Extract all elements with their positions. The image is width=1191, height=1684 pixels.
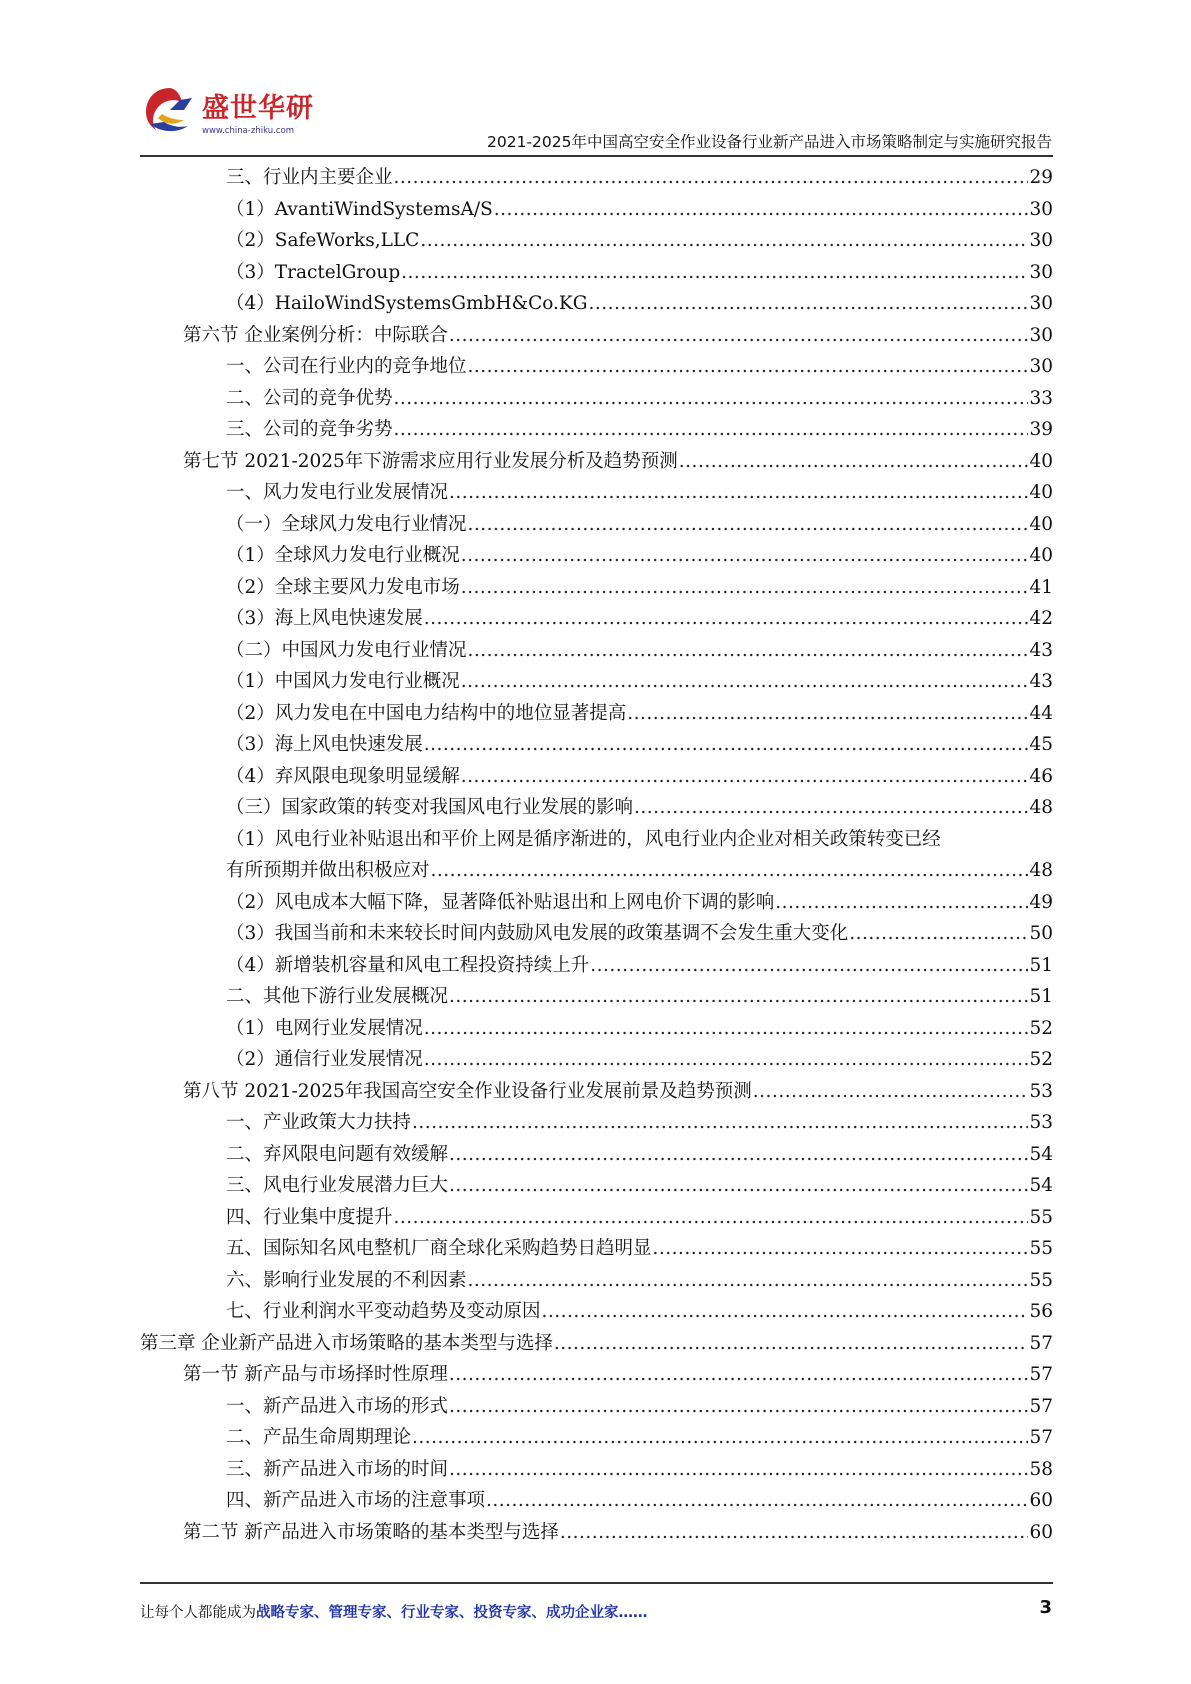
- toc-entry-title: （1）全球风力发电行业概况: [226, 545, 460, 566]
- toc-entry-title: （2）通信行业发展情况: [226, 1049, 423, 1070]
- toc-leader-dots: [394, 1207, 1029, 1228]
- toc-page-number: 40: [1029, 513, 1053, 535]
- toc-page-number: 51: [1029, 954, 1053, 976]
- toc-page-number: 51: [1029, 986, 1053, 1007]
- toc-entry-title: （4）新增装机容量和风电工程投资持续上升: [226, 954, 590, 976]
- toc-entry-title: 五、国际知名风电整机厂商全球化采购趋势日趋明显: [226, 1238, 652, 1259]
- toc-entry-title: 三、风电行业发展潜力巨大: [226, 1175, 449, 1196]
- toc-entry-title: 第七节 2021-2025年下游需求应用行业发展分析及趋势预测: [183, 450, 678, 472]
- logo-text: 盛世华研: [202, 93, 314, 124]
- toc-leader-dots: [589, 293, 1029, 314]
- toc-entry[interactable]: [140, 258, 1053, 290]
- toc-leader-dots: [461, 577, 1029, 598]
- toc-page-number: 30: [1029, 261, 1053, 283]
- toc-entry[interactable]: [140, 573, 1053, 605]
- toc-page-number: 41: [1029, 576, 1053, 598]
- toc-entry-title: 一、产业政策大力扶持: [226, 1112, 412, 1133]
- toc-entry[interactable]: [140, 982, 1053, 1014]
- toc-leader-dots: [679, 451, 1029, 472]
- toc-leader-dots: [449, 1175, 1028, 1196]
- toc-entry-title: 三、新产品进入市场的时间: [226, 1458, 449, 1480]
- toc-page-number: 55: [1029, 1206, 1053, 1228]
- toc-entry-title: 一、公司在行业内的竞争地位: [226, 356, 467, 377]
- table-of-contents: [140, 163, 1053, 1549]
- toc-leader-dots: [627, 703, 1028, 724]
- toc-entry[interactable]: [140, 352, 1053, 384]
- toc-leader-dots: [468, 640, 1029, 661]
- toc-page-number: 45: [1029, 734, 1053, 755]
- footer-lead: 让每个人都能成为: [140, 1605, 256, 1621]
- toc-page-number: 43: [1029, 639, 1053, 661]
- toc-entry[interactable]: [140, 415, 1053, 447]
- toc-entry-title: （三）国家政策的转变对我国风电行业发展的影响: [226, 797, 634, 818]
- toc-entry[interactable]: [140, 163, 1053, 195]
- toc-entry-title: 六、影响行业发展的不利因素: [226, 1269, 467, 1291]
- toc-leader-dots: [394, 419, 1029, 440]
- toc-entry-title: 二、弃风限电问题有效缓解: [226, 1143, 449, 1165]
- toc-page-number: 29: [1029, 167, 1053, 188]
- toc-entry[interactable]: [140, 1203, 1053, 1235]
- toc-entry[interactable]: [140, 919, 1053, 951]
- toc-entry-title: （1）电网行业发展情况: [226, 1017, 423, 1039]
- toc-entry-title: 一、风力发电行业发展情况: [226, 482, 449, 503]
- toc-leader-dots: [849, 923, 1028, 944]
- toc-leader-dots: [424, 1049, 1029, 1070]
- toc-entry[interactable]: [140, 1045, 1053, 1077]
- toc-page-number: 50: [1029, 923, 1053, 944]
- toc-page-number: 57: [1029, 1427, 1053, 1448]
- toc-page-number: 48: [1029, 860, 1053, 881]
- toc-entry[interactable]: [140, 541, 1053, 573]
- toc-leader-dots: [449, 482, 1028, 503]
- toc-entry[interactable]: [140, 1108, 1053, 1140]
- toc-entry[interactable]: [140, 1014, 1053, 1046]
- footer-divider: [140, 1582, 1053, 1584]
- toc-entry[interactable]: [140, 1423, 1053, 1455]
- toc-entry[interactable]: [140, 1518, 1053, 1550]
- toc-entry-title: 四、行业集中度提升: [226, 1206, 393, 1228]
- toc-entry[interactable]: [140, 636, 1053, 668]
- toc-page-number: 40: [1029, 482, 1053, 503]
- toc-entry-title: 四、新产品进入市场的注意事项: [226, 1490, 486, 1511]
- logo-url: www.china-zhiku.com: [202, 126, 294, 136]
- toc-entry[interactable]: [140, 1329, 1053, 1361]
- toc-entry[interactable]: [140, 699, 1053, 731]
- toc-entry[interactable]: [140, 289, 1053, 321]
- toc-entry[interactable]: [140, 226, 1053, 258]
- toc-leader-dots: [560, 1522, 1029, 1543]
- toc-page-number: 39: [1029, 419, 1053, 440]
- toc-entry[interactable]: [140, 825, 1053, 857]
- toc-page-number: 53: [1029, 1080, 1053, 1102]
- toc-page-number: 40: [1029, 545, 1053, 566]
- toc-leader-dots: [494, 199, 1029, 220]
- toc-entry-title: （1）AvantiWindSystemsA/S: [226, 198, 493, 220]
- toc-entry-title: （1）中国风力发电行业概况: [226, 671, 460, 692]
- toc-page-number: 30: [1029, 230, 1053, 251]
- toc-leader-dots: [449, 986, 1028, 1007]
- toc-entry[interactable]: [140, 762, 1053, 794]
- toc-entry[interactable]: [140, 888, 1053, 920]
- toc-entry-title: （3）海上风电快速发展: [226, 734, 423, 755]
- toc-entry[interactable]: [140, 856, 1053, 888]
- toc-page-number: 57: [1029, 1395, 1053, 1417]
- header-divider: [140, 155, 1053, 157]
- toc-entry-title: （3）我国当前和未来较长时间内鼓励风电发展的政策基调不会发生重大变化: [226, 923, 849, 944]
- toc-leader-dots: [653, 1238, 1029, 1259]
- footer-highlight: 战略专家、管理专家、行业专家、投资专家、成功企业家……: [256, 1605, 648, 1621]
- toc-page-number: 30: [1029, 198, 1053, 220]
- toc-entry-title: （4）HailoWindSystemsGmbH&Co.KG: [226, 293, 588, 314]
- toc-entry-title: 二、产品生命周期理论: [226, 1427, 412, 1448]
- toc-entry-title: （一）全球风力发电行业情况: [226, 513, 467, 535]
- toc-entry-title: 第二节 新产品进入市场策略的基本类型与选择: [183, 1521, 559, 1543]
- toc-entry-title: 二、其他下游行业发展概况: [226, 986, 449, 1007]
- toc-page-number: 40: [1029, 450, 1053, 472]
- toc-entry[interactable]: [140, 478, 1053, 510]
- toc-entry-title: 七、行业利润水平变动趋势及变动原因: [226, 1301, 541, 1322]
- toc-leader-dots: [394, 388, 1029, 409]
- toc-leader-dots: [394, 167, 1029, 188]
- toc-leader-dots: [412, 1112, 1028, 1133]
- toc-entry-title: （3）TractelGroup: [226, 261, 401, 283]
- toc-entry[interactable]: [140, 1486, 1053, 1518]
- toc-entry-title: 二、公司的竞争优势: [226, 387, 393, 409]
- toc-page-number: 46: [1029, 765, 1053, 787]
- toc-leader-dots: [420, 230, 1028, 251]
- toc-leader-dots: [468, 356, 1029, 377]
- toc-page-number: 44: [1029, 702, 1053, 724]
- toc-entry[interactable]: [140, 447, 1053, 479]
- toc-leader-dots: [486, 1490, 1028, 1511]
- page-number: 3: [1039, 1597, 1052, 1618]
- toc-entry[interactable]: [140, 1171, 1053, 1203]
- toc-leader-dots: [590, 955, 1028, 976]
- toc-entry[interactable]: [140, 604, 1053, 636]
- toc-page-number: 30: [1029, 293, 1053, 314]
- toc-entry-title: 三、行业内主要企业: [226, 167, 393, 188]
- toc-page-number: 58: [1029, 1458, 1053, 1480]
- toc-page-number: 33: [1029, 387, 1053, 409]
- toc-page-number: 53: [1029, 1112, 1053, 1133]
- toc-page-number: 30: [1029, 324, 1053, 346]
- toc-entry[interactable]: [140, 195, 1053, 227]
- toc-leader-dots: [449, 325, 1029, 346]
- toc-leader-dots: [554, 1333, 1029, 1354]
- toc-entry[interactable]: [140, 510, 1053, 542]
- toc-page-number: 30: [1029, 356, 1053, 377]
- toc-entry-title: （2）风电成本大幅下降，显著降低补贴退出和上网电价下调的影响: [226, 891, 775, 913]
- toc-entry[interactable]: [140, 951, 1053, 983]
- toc-entry[interactable]: [140, 1392, 1053, 1424]
- toc-entry[interactable]: [140, 1140, 1053, 1172]
- toc-entry[interactable]: [140, 793, 1053, 825]
- toc-entry-title: （二）中国风力发电行业情况: [226, 639, 467, 661]
- toc-entry-title: 第三章 企业新产品进入市场策略的基本类型与选择: [140, 1332, 553, 1354]
- toc-leader-dots: [424, 1018, 1029, 1039]
- toc-entry[interactable]: [140, 321, 1053, 353]
- toc-entry[interactable]: [140, 1077, 1053, 1109]
- toc-leader-dots: [449, 1364, 1029, 1385]
- toc-leader-dots: [449, 1396, 1028, 1417]
- toc-leader-dots: [468, 514, 1029, 535]
- toc-page-number: 60: [1029, 1521, 1053, 1543]
- toc-entry-title: （2）风力发电在中国电力结构中的地位显著提高: [226, 702, 627, 724]
- toc-entry-title: 一、新产品进入市场的形式: [226, 1395, 449, 1417]
- toc-entry-title: 第六节 企业案例分析：中际联合: [183, 324, 448, 346]
- toc-entry-title: （1）风电行业补贴退出和平价上网是循序渐进的，风电行业内企业对相关政策转变已经: [226, 828, 941, 850]
- toc-page-number: 43: [1029, 671, 1053, 692]
- toc-page-number: 57: [1029, 1332, 1053, 1354]
- toc-leader-dots: [431, 860, 1029, 881]
- toc-entry[interactable]: [140, 1455, 1053, 1487]
- report-title: 2021-2025年中国高空安全作业设备行业新产品进入市场策略制定与实施研究报告: [487, 133, 1052, 151]
- toc-leader-dots: [775, 892, 1028, 913]
- toc-page-number: 54: [1029, 1175, 1053, 1196]
- toc-entry-title: （2）全球主要风力发电市场: [226, 576, 460, 598]
- toc-page-number: 49: [1029, 891, 1053, 913]
- toc-leader-dots: [424, 608, 1029, 629]
- company-logo: [140, 78, 315, 148]
- toc-leader-dots: [753, 1081, 1029, 1102]
- toc-entry[interactable]: [140, 1360, 1053, 1392]
- toc-leader-dots: [412, 1427, 1028, 1448]
- toc-entry[interactable]: [140, 1234, 1053, 1266]
- toc-entry-title: 三、公司的竞争劣势: [226, 419, 393, 440]
- logo-emblem-icon: [140, 80, 200, 140]
- toc-leader-dots: [449, 1459, 1028, 1480]
- footer-slogan: [140, 1601, 648, 1622]
- toc-entry-title: 第一节 新产品与市场择时性原理: [183, 1364, 448, 1385]
- toc-page-number: 54: [1029, 1143, 1053, 1165]
- toc-leader-dots: [449, 1144, 1028, 1165]
- toc-page-number: 55: [1029, 1269, 1053, 1291]
- toc-page-number: 52: [1029, 1017, 1053, 1039]
- toc-leader-dots: [461, 766, 1029, 787]
- toc-page-number: 57: [1029, 1364, 1053, 1385]
- toc-entry[interactable]: [140, 1297, 1053, 1329]
- toc-leader-dots: [468, 1270, 1029, 1291]
- toc-entry-title-continued: 有所预期并做出积极应对: [226, 860, 430, 881]
- toc-leader-dots: [461, 545, 1029, 566]
- toc-leader-dots: [401, 262, 1028, 283]
- toc-entry[interactable]: [140, 1266, 1053, 1298]
- toc-page-number: 52: [1029, 1049, 1053, 1070]
- toc-page-number: 56: [1029, 1301, 1053, 1322]
- toc-page-number: 55: [1029, 1238, 1053, 1259]
- toc-leader-dots: [424, 734, 1029, 755]
- toc-leader-dots: [542, 1301, 1029, 1322]
- toc-leader-dots: [461, 671, 1029, 692]
- toc-entry-title: （3）海上风电快速发展: [226, 608, 423, 629]
- toc-entry[interactable]: [140, 730, 1053, 762]
- toc-page-number: 48: [1029, 797, 1053, 818]
- toc-entry-title: （2）SafeWorks,LLC: [226, 230, 420, 251]
- toc-page-number: 42: [1029, 608, 1053, 629]
- toc-entry-title: 第八节 2021-2025年我国高空安全作业设备行业发展前景及趋势预测: [183, 1080, 752, 1102]
- toc-entry-title: （4）弃风限电现象明显缓解: [226, 765, 460, 787]
- toc-page-number: 60: [1029, 1490, 1053, 1511]
- toc-entry[interactable]: [140, 384, 1053, 416]
- toc-leader-dots: [634, 797, 1028, 818]
- toc-entry[interactable]: [140, 667, 1053, 699]
